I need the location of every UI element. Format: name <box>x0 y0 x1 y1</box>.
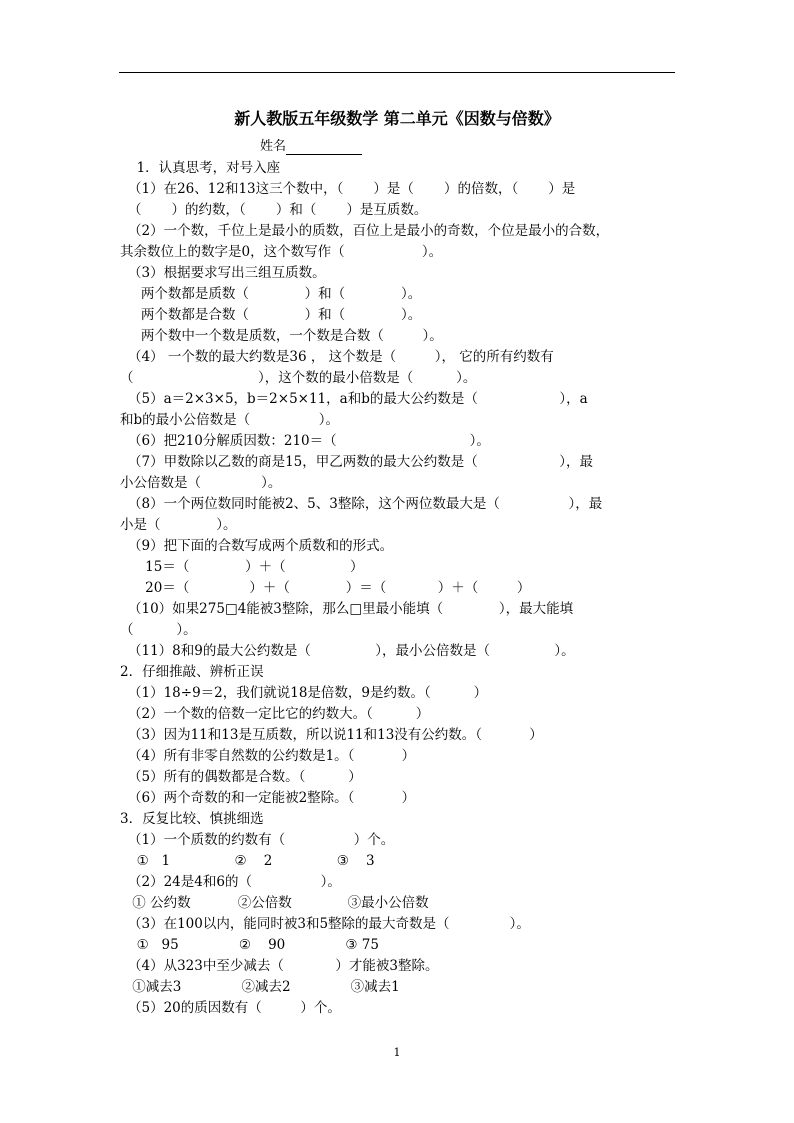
question-line: （1）18÷9＝2，我们就说18是倍数，9是约数。（ ） <box>128 685 488 701</box>
question-line: （4）从323中至少减去（ ）才能被3整除。 <box>128 958 439 974</box>
question-line: （4）所有非零自然数的公约数是1。（ ） <box>128 748 416 764</box>
page-title: 新人教版五年级数学 第二单元《因数与倍数》 <box>234 109 560 128</box>
section-3-heading: 3．反复比较、慎挑细选 <box>120 811 264 827</box>
section-1-heading: 1．认真思考，对号入座 <box>128 160 281 176</box>
question-line: （1）在26、12和13这三个数中，（ ）是（ ）的倍数，（ ）是 <box>128 181 576 197</box>
question-line: （6）两个奇数的和一定能被2整除。（ ） <box>128 790 416 806</box>
question-line: （ ），这个数的最小倍数是（ ）。 <box>120 370 477 386</box>
choice-options: ① 95 ② 90 ③ 75 <box>128 937 379 953</box>
question-line: （11）8和9的最大公约数是（ ），最小公倍数是（ ）。 <box>128 643 575 659</box>
name-field[interactable] <box>260 139 362 155</box>
question-line: （2）一个数的倍数一定比它的约数大。（ ） <box>128 706 430 722</box>
question-line: 15＝（ ）＋（ ） <box>128 559 364 575</box>
choice-options: ①减去3 ②减去2 ③减去1 <box>128 979 400 995</box>
question-line: （2）一个数，千位上是最小的质数，百位上是最小的奇数，个位是最小的合数， <box>128 223 610 239</box>
question-line: （5）所有的偶数都是合数。（ ） <box>128 769 362 785</box>
header-rule <box>119 72 675 73</box>
question-line: （3）因为11和13是互质数，所以说11和13没有公约数。（ ） <box>128 727 543 743</box>
name-label: 姓名 <box>260 139 287 154</box>
question-line: 20＝（ ）＋（ ）＝（ ）＋（ ） <box>128 580 531 596</box>
question-line: 两个数都是合数（ ）和（ ）。 <box>128 307 422 323</box>
question-line: （5）20的质因数有（ ）个。 <box>128 1000 341 1016</box>
question-line: （7）甲数除以乙数的商是15，甲乙两数的最大公约数是（ ），最 <box>128 454 594 470</box>
choice-options: ① 1 ② 2 ③ 3 <box>128 853 375 869</box>
question-line: （5）a＝2×3×5，b＝2×5×11，a和b的最大公约数是（ ），a <box>128 391 588 407</box>
question-line: （2）24是4和6的（ ）。 <box>128 874 341 890</box>
question-line: 小是（ ）。 <box>120 517 237 533</box>
question-line: （ ）。 <box>120 622 197 638</box>
question-line: （3）在100以内，能同时被3和5整除的最大奇数是（ ）。 <box>128 916 530 932</box>
choice-options: ① 公约数 ②公倍数 ③最小公倍数 <box>128 895 429 911</box>
question-line: 和b的最小公倍数是（ ）。 <box>120 412 340 428</box>
question-line: （4） 一个数的最大约数是36 ， 这个数是（ ）， 它的所有约数有 <box>128 349 554 365</box>
name-underline <box>286 140 362 155</box>
question-line: （6）把210分解质因数：210＝（ ）。 <box>128 433 490 449</box>
question-line: （1）一个质数的约数有（ ）个。 <box>128 832 395 848</box>
question-line: （9）把下面的合数写成两个质数和的形式。 <box>128 538 394 554</box>
page-number: 1 <box>393 1046 401 1059</box>
section-2-heading: 2．仔细推敲、辨析正误 <box>120 664 264 680</box>
question-line: 其余数位上的数字是0，这个数写作（ ）。 <box>120 244 443 260</box>
question-line: （8）一个两位数同时能被2、5、3整除，这个两位数最大是（ ），最 <box>128 496 603 512</box>
question-line: 小公倍数是（ ）。 <box>120 475 282 491</box>
question-line: （ ）的约数，（ ）和（ ）是互质数。 <box>128 202 428 218</box>
question-line: （10）如果275□4能被3整除，那么□里最小能填（ ），最大能填 <box>128 601 574 617</box>
question-line: 两个数中一个数是质数，一个数是合数（ ）。 <box>128 328 443 344</box>
question-line: （3）根据要求写出三组互质数。 <box>128 265 326 281</box>
question-line: 两个数都是质数（ ）和（ ）。 <box>128 286 422 302</box>
